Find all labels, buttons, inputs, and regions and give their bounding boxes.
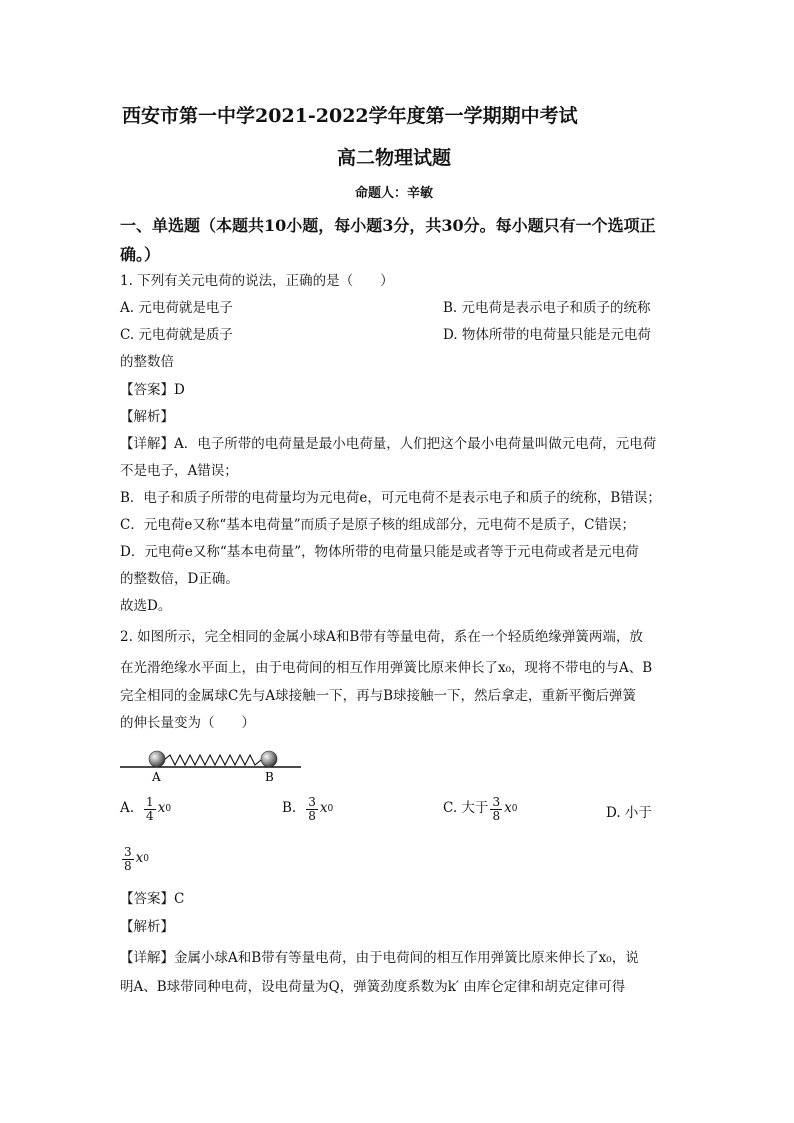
q2-stem-line2: 在光滑绝缘水平面上，由于电荷间的相互作用弹簧比原来伸长了x₀，现将不带电的与A、B — [120, 660, 653, 676]
ball-b — [261, 751, 277, 767]
section-heading-line2: 确。） — [120, 245, 161, 264]
q2-stem-line1: 2. 如图所示，完全相同的金属小球A和B带有等量电荷，系在一个轻质绝缘弹簧两端，放 — [120, 629, 643, 645]
q1-detail-line3: B．电子和质子所带的电荷量均为元电荷e，可元电荷不是表示电子和质子的统称，B错误； — [120, 490, 661, 506]
q2-option-d-fraction: $\frac{3}{8}$ — [124, 845, 132, 873]
q1-option-d-line1: D. 物体所带的电荷量只能是元电荷 — [443, 327, 651, 343]
q2-detail-line2: 明A、B球带同种电荷，设电荷量为Q，弹簧劲度系数为k′ 由库仑定律和胡克定律可得 — [120, 979, 626, 995]
q2-analysis: 【解析】 — [120, 919, 174, 935]
q1-conclusion: 故选D。 — [120, 598, 172, 614]
q1-detail-line2: 不是电子，A错误； — [120, 463, 238, 479]
q2-stem-line4: 的伸长量变为（ ） — [120, 715, 255, 731]
q1-stem: 1. 下列有关元电荷的说法，正确的是（ ） — [120, 273, 394, 289]
q1-detail-line4: C．元电荷e又称“基本电荷量”而质子是原子核的组成部分，元电荷不是质子，C错误； — [120, 517, 635, 533]
q1-option-b: B. 元电荷是表示电子和质子的统称 — [443, 300, 651, 316]
q1-option-c: C. 元电荷就是质子 — [120, 327, 233, 343]
q2-answer: 【答案】C — [120, 891, 185, 907]
q2-option-a: A. $\frac{1}{4}$ x 0 — [120, 795, 172, 823]
ball-a-label: A — [152, 770, 161, 784]
q1-option-a: A. 元电荷就是电子 — [120, 300, 233, 316]
q2-detail-line1: 【详解】金属小球A和B带有等量电荷，由于电荷间的相互作用弹簧比原来伸长了x₀，说 — [120, 950, 639, 966]
q1-detail-line6: 的整数倍，D正确。 — [120, 571, 239, 587]
q1-detail-line5: D．元电荷e又称“基本电荷量”，物体所带的电荷量只能是或者等于元电荷或者是元电荷 — [120, 544, 639, 560]
q1-option-d-line2: 的整数倍 — [120, 354, 174, 370]
q2-option-c: C. 大于 $\frac{3}{8}$ x 0 — [443, 795, 518, 823]
exam-title: 西安市第一中学2021-2022学年度第一学期期中考试 — [122, 105, 578, 127]
q2-option-d-value: $\frac{3}{8}$ x 0 — [124, 845, 149, 873]
exam-subtitle: 高二物理试题 — [337, 147, 452, 169]
q1-detail-line1: 【详解】A．电子所带的电荷量是最小电荷量，人们把这个最小电荷量叫做元电荷，元电荷 — [120, 436, 657, 452]
q2-option-b-label: B. — [282, 800, 297, 817]
q2-option-c-label: C. 大于 — [443, 800, 489, 817]
q1-answer: 【答案】D — [120, 382, 185, 398]
q2-stem-line3: 完全相同的金属球C先与A球接触一下，再与B球接触一下，然后拿走，重新平衡后弹簧 — [120, 688, 636, 704]
spring-coil — [164, 755, 261, 765]
q1-analysis: 【解析】 — [120, 409, 174, 425]
q2-option-b: B. $\frac{3}{8}$ x 0 — [282, 795, 334, 823]
ball-b-label: B — [265, 770, 274, 784]
ball-a — [149, 751, 165, 767]
q2-option-a-fraction: $\frac{1}{4}$ — [146, 795, 154, 823]
q2-option-b-fraction: $\frac{3}{8}$ — [308, 795, 316, 823]
q2-option-c-fraction: $\frac{3}{8}$ — [492, 795, 501, 823]
spring-figure — [118, 744, 303, 784]
exam-author: 命题人：辛敏 — [355, 186, 434, 201]
q2-option-a-label: A. — [120, 800, 135, 817]
section-heading-line1: 一、单选题（本题共10小题，每小题3分，共30分。每小题只有一个选项正 — [120, 216, 656, 235]
q2-option-d-label: D. 小于 — [606, 805, 652, 821]
